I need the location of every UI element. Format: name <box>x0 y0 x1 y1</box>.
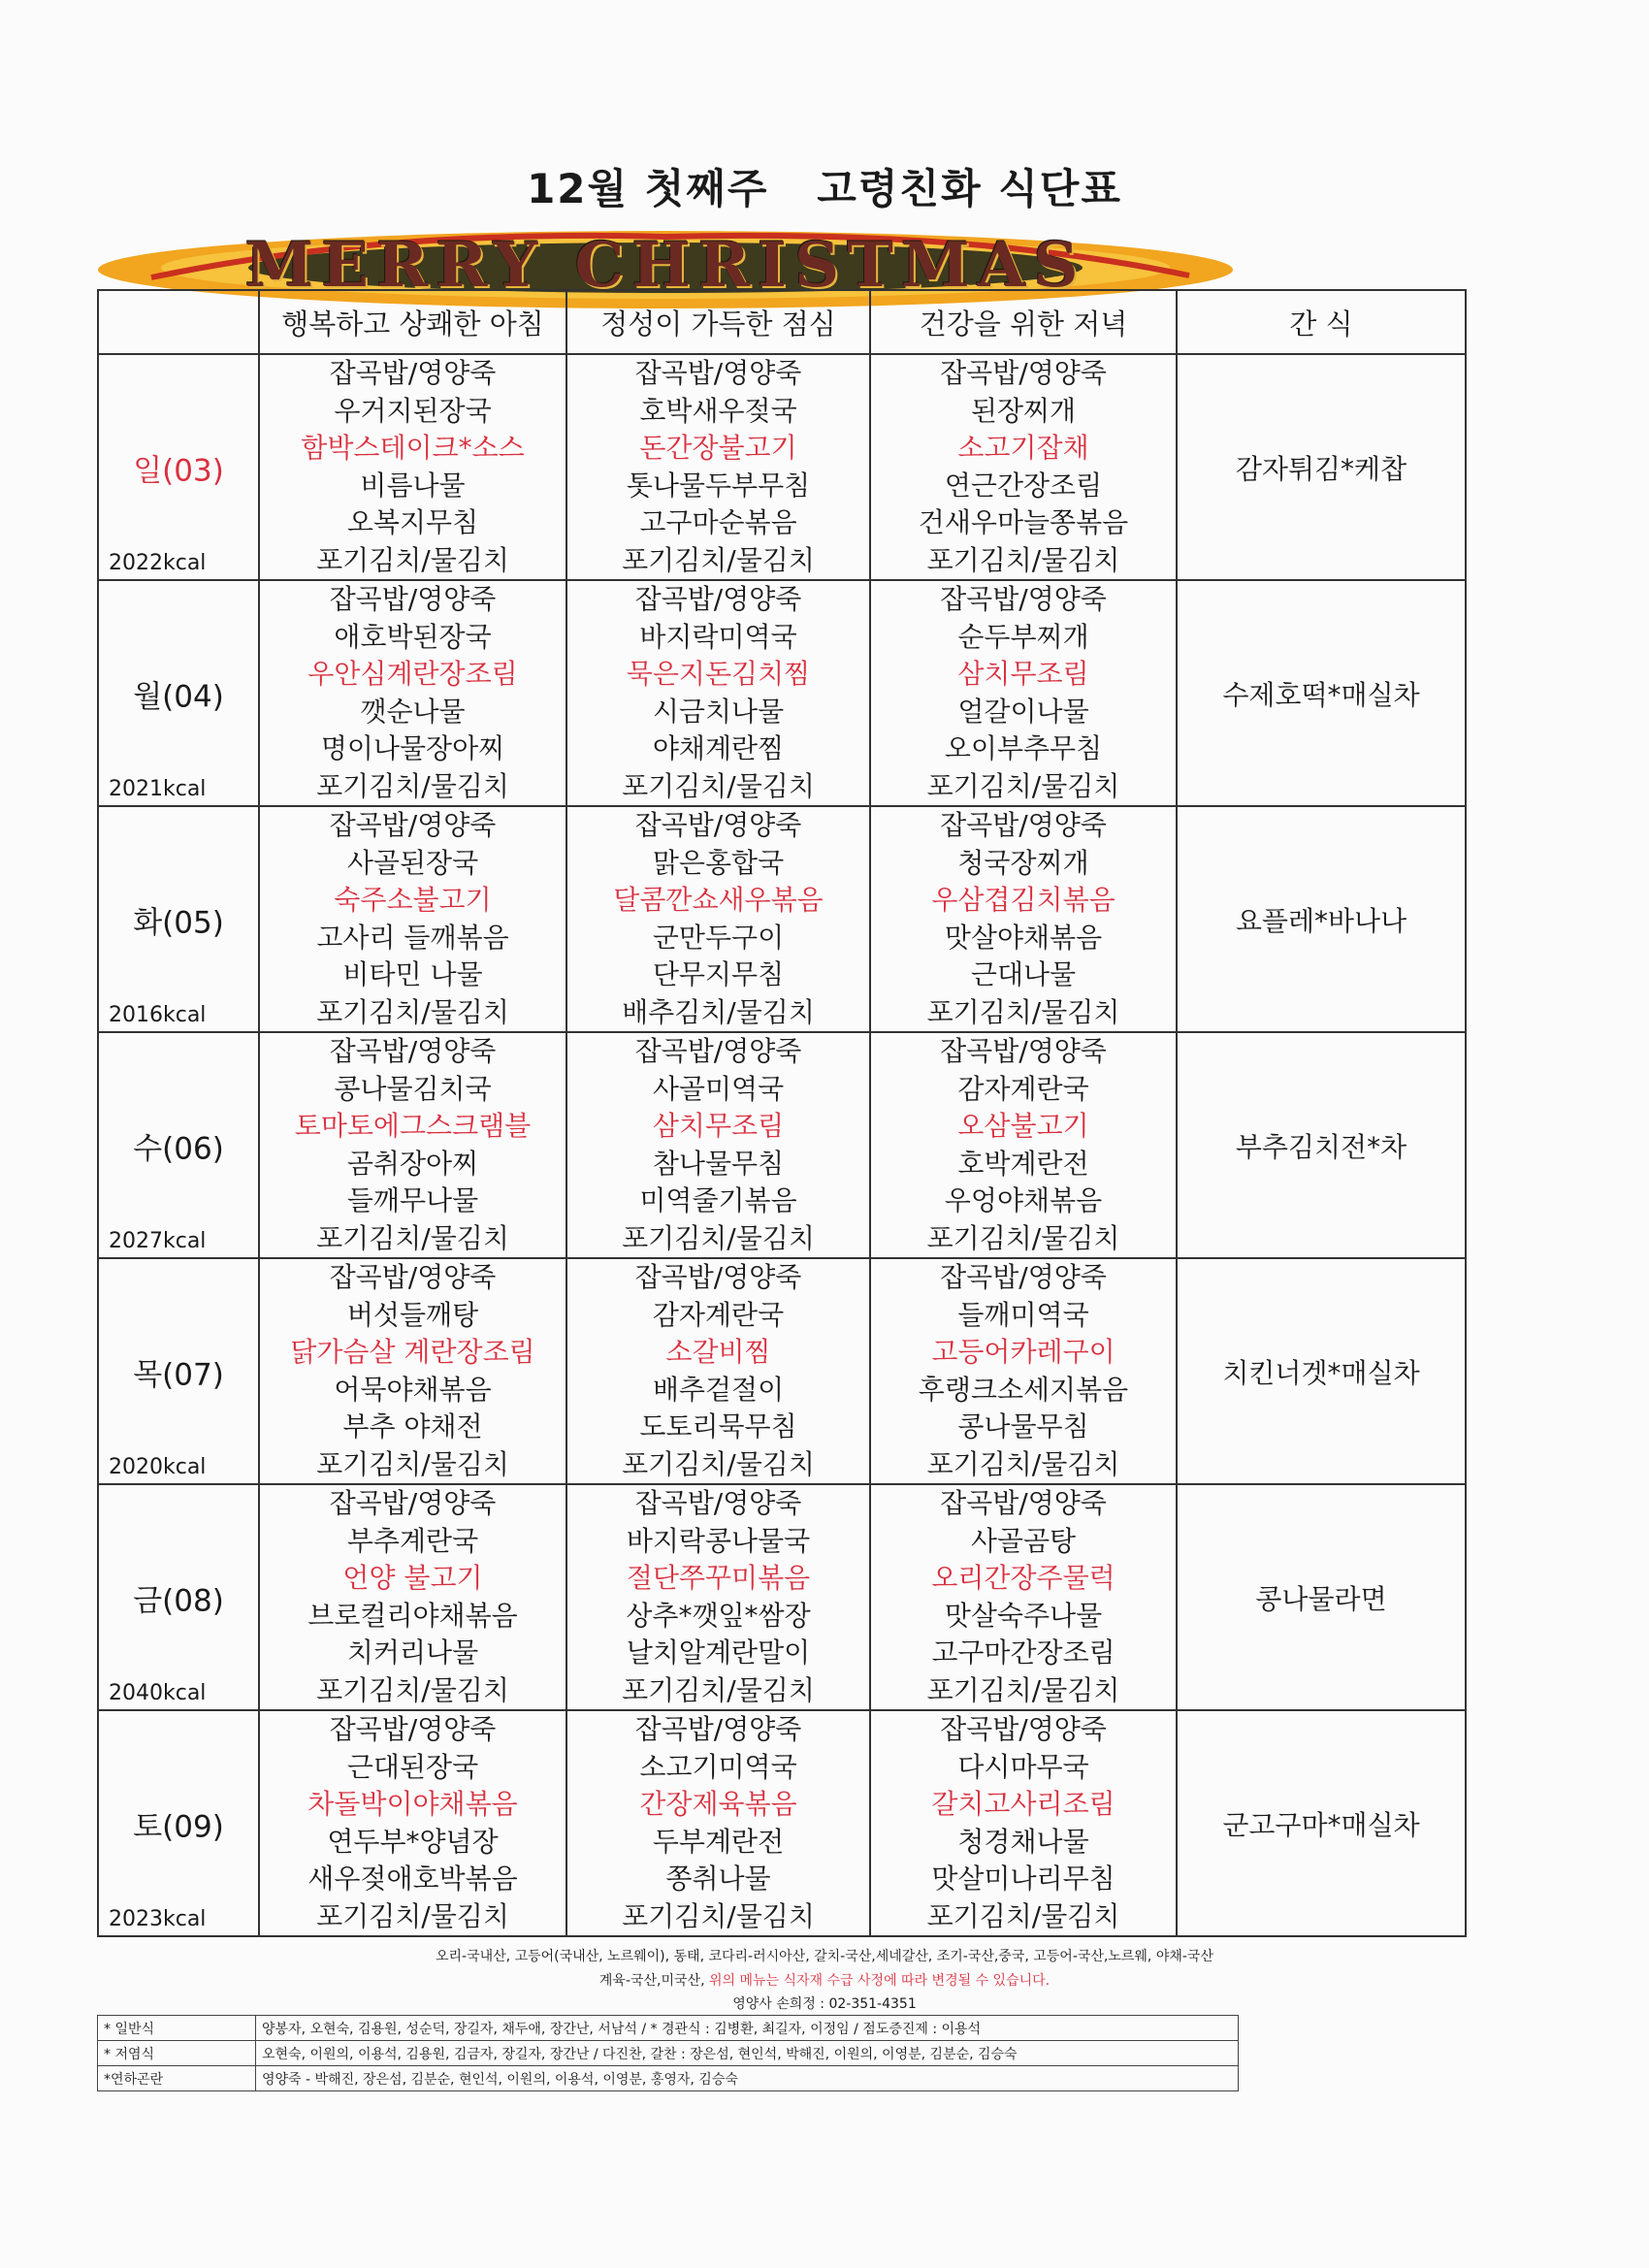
snack-cell: 콩나물라면 <box>1177 1484 1466 1710</box>
menu-item: 포기김치/물김치 <box>926 769 1120 802</box>
menu-item: 호박새우젖국 <box>639 394 797 427</box>
menu-item: 토마토에그스크램블 <box>294 1110 532 1142</box>
snack-cell: 요플레*바나나 <box>1177 806 1466 1032</box>
day-cell <box>98 354 259 580</box>
menu-item: 오리간장주물럭 <box>931 1562 1116 1594</box>
menu-item: 잡곡밥/영양죽 <box>329 357 497 389</box>
menu-item: 잡곡밥/영양죽 <box>634 583 802 615</box>
menu-item: 잡곡밥/영양죽 <box>329 583 497 615</box>
menu-item: 건새우마늘쫑볶음 <box>918 506 1129 538</box>
origin-line-1: 오리-국내산, 고등어(국내산, 노르웨이), 동태, 코다리-러시아산, 갈치-국산,세네갈산, 조기-국산,중국, 고등어-국산,노르웨, 야채-국산 <box>436 1949 1213 1964</box>
lunch-cell <box>566 354 870 580</box>
menu-item: 잡곡밥/영양죽 <box>940 1487 1107 1519</box>
staff-value: 오현숙, 이원의, 이용석, 김용원, 김금자, 장길자, 장간난 / 다진찬, 갈찬 : 장은섬, 현인석, 박해진, 이원의, 이영분, 김분순, 김승숙 <box>256 2041 1239 2066</box>
day-row <box>98 1258 1466 1484</box>
menu-item: 얼갈이나물 <box>957 695 1089 728</box>
menu-item: 청경채나물 <box>957 1825 1089 1858</box>
menu-item: 치커리나물 <box>346 1636 479 1669</box>
menu-item: 상추*깻잎*쌈장 <box>626 1599 811 1632</box>
menu-item: 날치알계란말이 <box>626 1636 811 1669</box>
day-row <box>98 806 1466 1032</box>
day-row <box>98 354 1466 580</box>
change-notice: 위의 메뉴는 식자재 수급 사정에 따라 변경될 수 있습니다. <box>708 1973 1051 1989</box>
staff-value: 양봉자, 오현숙, 김용원, 성순덕, 장길자, 채두애, 장간난, 서남석 / * 경관식 : 김병환, 최길자, 이정임 / 점도증진제 : 이용석 <box>256 2016 1239 2041</box>
menu-item: 삼치무조림 <box>652 1110 785 1142</box>
day-cell <box>98 1710 259 1936</box>
menu-item: 고사리 들깨볶음 <box>316 921 509 954</box>
kcal-label: 2016kcal <box>109 1003 207 1027</box>
lunch-cell <box>566 1710 870 1936</box>
snack-cell: 부추김치전*차 <box>1177 1032 1466 1258</box>
menu-item: 절단쭈꾸미볶음 <box>626 1562 811 1594</box>
day-row <box>98 1710 1466 1936</box>
snack-cell: 군고구마*매실차 <box>1177 1710 1466 1936</box>
menu-item: 단무지무침 <box>652 958 785 990</box>
menu-item: 호박계란전 <box>957 1147 1089 1180</box>
menu-item: 애호박된장국 <box>334 620 492 653</box>
menu-item: 오삼불고기 <box>957 1110 1089 1142</box>
day-name: 월(04) <box>133 679 224 714</box>
menu-item: 삼치무조림 <box>957 658 1089 690</box>
day-row <box>98 580 1466 806</box>
lunch-cell <box>566 806 870 1032</box>
menu-item: 부추 야채전 <box>342 1410 483 1442</box>
origin-line-2 <box>97 1970 1552 1990</box>
menu-item: 감자계란국 <box>652 1298 785 1331</box>
menu-item: 잡곡밥/영양죽 <box>634 1035 802 1067</box>
staff-table <box>97 2015 1239 2091</box>
day-name: 금(08) <box>133 1583 224 1618</box>
menu-item: 순두부찌개 <box>957 620 1089 653</box>
menu-item: 톳나물두부무침 <box>626 469 811 502</box>
menu-item: 우거지된장국 <box>334 394 492 427</box>
kcal-label: 2021kcal <box>109 777 207 801</box>
menu-item: 잡곡밥/영양죽 <box>329 1487 497 1519</box>
dietitian-contact: 영양사 손희정 : 02-351-4351 <box>732 1996 917 2012</box>
day-cell <box>98 806 259 1032</box>
menu-item: 포기김치/물김치 <box>926 543 1120 576</box>
day-name: 목(07) <box>133 1357 224 1392</box>
header-lunch: 정성이 가득한 점심 <box>566 290 870 354</box>
menu-item: 포기김치/물김치 <box>622 1221 815 1254</box>
menu-item: 연근간장조림 <box>944 469 1103 502</box>
menu-item: 잡곡밥/영양죽 <box>634 1713 802 1745</box>
header-corner <box>98 290 259 354</box>
menu-item: 깻순나물 <box>360 695 466 728</box>
lunch-cell <box>566 1258 870 1484</box>
menu-item: 어묵야채볶음 <box>334 1373 492 1406</box>
menu-item: 포기김치/물김치 <box>316 769 509 802</box>
menu-item: 포기김치/물김치 <box>926 1899 1120 1932</box>
menu-item: 소고기잡채 <box>957 432 1089 464</box>
menu-item: 사골곰탕 <box>970 1524 1077 1557</box>
menu-item: 맛살미나리무침 <box>931 1863 1116 1895</box>
staff-label: * 저염식 <box>98 2041 256 2066</box>
menu-item: 묵은지돈김치찜 <box>626 658 811 690</box>
menu-item: 포기김치/물김치 <box>622 1899 815 1932</box>
dinner-cell <box>870 1710 1177 1936</box>
menu-item: 닭가슴살 계란장조림 <box>290 1336 535 1368</box>
menu-item: 잡곡밥/영양죽 <box>329 809 497 841</box>
menu-item: 포기김치/물김치 <box>622 769 815 802</box>
menu-item: 맑은홍합국 <box>652 846 785 879</box>
menu-item: 감자계란국 <box>957 1072 1089 1105</box>
menu-item: 포기김치/물김치 <box>926 1221 1120 1254</box>
menu-item: 부추계란국 <box>346 1524 479 1557</box>
menu-item: 우엉야채볶음 <box>944 1184 1103 1216</box>
menu-item: 새우젖애호박볶음 <box>307 1863 518 1895</box>
banner-text: MERRY CHRISTMAS <box>244 229 1086 302</box>
header-dinner: 건강을 위한 저녁 <box>870 290 1177 354</box>
menu-item: 청국장찌개 <box>957 846 1089 879</box>
kcal-label: 2020kcal <box>109 1455 207 1479</box>
header-breakfast: 행복하고 상쾌한 아침 <box>259 290 566 354</box>
dinner-cell <box>870 1484 1177 1710</box>
dinner-cell <box>870 354 1177 580</box>
menu-item: 잡곡밥/영양죽 <box>634 1487 802 1519</box>
breakfast-cell <box>259 580 566 806</box>
menu-item: 달콤깐쇼새우볶음 <box>613 884 824 916</box>
menu-item: 근대된장국 <box>346 1750 479 1783</box>
lunch-cell <box>566 1032 870 1258</box>
header-row <box>98 290 1466 354</box>
breakfast-cell <box>259 806 566 1032</box>
menu-item: 콩나물무침 <box>957 1410 1089 1442</box>
kcal-label: 2040kcal <box>109 1681 207 1705</box>
menu-item: 콩나물김치국 <box>334 1072 492 1105</box>
menu-item: 잡곡밥/영양죽 <box>329 1261 497 1293</box>
staff-label: * 일반식 <box>98 2016 256 2041</box>
menu-item: 소갈비찜 <box>665 1336 771 1368</box>
menu-item: 포기김치/물김치 <box>316 1673 509 1706</box>
menu-item: 연두부*양념장 <box>327 1825 499 1858</box>
day-cell <box>98 580 259 806</box>
menu-item: 포기김치/물김치 <box>622 543 815 576</box>
menu-item: 바지락미역국 <box>639 620 797 653</box>
menu-item: 버섯들깨탕 <box>346 1298 479 1331</box>
menu-item: 함박스테이크*소스 <box>301 432 525 464</box>
menu-item: 비타민 나물 <box>342 958 483 990</box>
snack-cell: 치킨너겟*매실차 <box>1177 1258 1466 1484</box>
menu-item: 포기김치/물김치 <box>316 1899 509 1932</box>
menu-item: 포기김치/물김치 <box>926 1447 1120 1480</box>
menu-item: 두부계란전 <box>652 1825 785 1858</box>
menu-item: 고등어카레구이 <box>931 1336 1116 1368</box>
menu-item: 언양 불고기 <box>342 1562 483 1594</box>
menu-item: 사골미역국 <box>652 1072 785 1105</box>
breakfast-cell <box>259 1484 566 1710</box>
menu-item: 참나물무침 <box>652 1147 785 1180</box>
menu-item: 잡곡밥/영양죽 <box>940 357 1107 389</box>
menu-item: 포기김치/물김치 <box>316 1447 509 1480</box>
menu-item: 맛살숙주나물 <box>944 1599 1103 1632</box>
menu-item: 잡곡밥/영양죽 <box>940 1035 1107 1067</box>
menu-item: 들깨미역국 <box>957 1298 1089 1331</box>
staff-value: 영양죽 - 박해진, 장은섬, 김분순, 현인석, 이원의, 이용석, 이영분, 홍영자, 김승숙 <box>256 2066 1239 2091</box>
breakfast-cell <box>259 1032 566 1258</box>
menu-item: 배추겉절이 <box>652 1373 785 1406</box>
menu-item: 바지락콩나물국 <box>626 1524 811 1557</box>
menu-item: 소고기미역국 <box>639 1750 797 1783</box>
breakfast-cell <box>259 1710 566 1936</box>
day-row <box>98 1484 1466 1710</box>
day-cell <box>98 1258 259 1484</box>
kcal-label: 2027kcal <box>109 1229 207 1253</box>
menu-item: 근대나물 <box>970 958 1077 990</box>
page-title: 12월 첫째주 고령친화 식단표 <box>527 165 1122 212</box>
staff-row <box>98 2016 1239 2041</box>
dinner-cell <box>870 1258 1177 1484</box>
menu-item: 포기김치/물김치 <box>926 995 1120 1028</box>
menu-item: 포기김치/물김치 <box>622 1673 815 1706</box>
menu-item: 우안심계란장조림 <box>307 658 518 690</box>
menu-item: 포기김치/물김치 <box>316 995 509 1028</box>
menu-item: 야채계란찜 <box>652 732 785 764</box>
staff-label: *연하곤란 <box>98 2066 256 2091</box>
menu-item: 잡곡밥/영양죽 <box>329 1035 497 1067</box>
dinner-cell <box>870 580 1177 806</box>
menu-item: 우삼겹김치볶음 <box>931 884 1116 916</box>
menu-item: 비름나물 <box>360 469 466 502</box>
menu-item: 포기김치/물김치 <box>316 543 509 576</box>
dinner-cell <box>870 806 1177 1032</box>
menu-item: 잡곡밥/영양죽 <box>940 1713 1107 1745</box>
menu-item: 사골된장국 <box>346 846 479 879</box>
menu-item: 쫑취나물 <box>665 1863 771 1895</box>
menu-item: 명이나물장아찌 <box>320 732 505 764</box>
menu-item: 잡곡밥/영양죽 <box>940 809 1107 841</box>
menu-item: 숙주소불고기 <box>334 884 492 916</box>
menu-item: 배추김치/물김치 <box>622 995 815 1028</box>
menu-item: 갈치고사리조림 <box>931 1788 1116 1820</box>
day-name: 토(09) <box>133 1809 224 1844</box>
menu-item: 고구마순볶음 <box>639 506 797 538</box>
menu-item: 브로컬리야채볶음 <box>307 1599 518 1632</box>
menu-item: 미역줄기볶음 <box>639 1184 797 1216</box>
menu-item: 다시마무국 <box>957 1750 1089 1783</box>
menu-item: 돈간장불고기 <box>639 432 797 464</box>
day-name: 화(05) <box>133 905 224 940</box>
kcal-label: 2023kcal <box>109 1907 207 1931</box>
origin-line-2-prefix: 계육-국산,미국산, <box>598 1973 709 1989</box>
menu-item: 잡곡밥/영양죽 <box>634 357 802 389</box>
day-cell <box>98 1032 259 1258</box>
staff-row <box>98 2066 1239 2091</box>
menu-item: 후랭크소세지볶음 <box>918 1373 1129 1406</box>
day-row <box>98 1032 1466 1258</box>
menu-item: 고구마간장조림 <box>931 1636 1116 1669</box>
breakfast-cell <box>259 354 566 580</box>
menu-item: 간장제육볶음 <box>639 1788 797 1820</box>
dinner-cell <box>870 1032 1177 1258</box>
menu-item: 시금치나물 <box>652 695 785 728</box>
menu-item: 잡곡밥/영양죽 <box>634 809 802 841</box>
breakfast-cell <box>259 1258 566 1484</box>
menu-item: 도토리묵무침 <box>639 1410 797 1442</box>
menu-item: 잡곡밥/영양죽 <box>940 1261 1107 1293</box>
menu-item: 오이부추무침 <box>944 732 1103 764</box>
day-name: 수(06) <box>133 1131 224 1166</box>
lunch-cell <box>566 1484 870 1710</box>
menu-table <box>97 289 1467 1937</box>
lunch-cell <box>566 580 870 806</box>
menu-item: 차돌박이야채볶음 <box>307 1788 518 1820</box>
menu-item: 잡곡밥/영양죽 <box>940 583 1107 615</box>
snack-cell: 수제호떡*매실차 <box>1177 580 1466 806</box>
menu-item: 된장찌개 <box>970 394 1077 427</box>
staff-row <box>98 2041 1239 2066</box>
menu-item: 맛살야채볶음 <box>944 921 1103 954</box>
menu-item: 들깨무나물 <box>346 1184 479 1216</box>
menu-item: 군만두구이 <box>652 921 785 954</box>
menu-item: 오복지무침 <box>346 506 479 538</box>
header-snack: 간 식 <box>1177 290 1466 354</box>
menu-item: 잡곡밥/영양죽 <box>329 1713 497 1745</box>
kcal-label: 2022kcal <box>109 551 207 575</box>
menu-item: 잡곡밥/영양죽 <box>634 1261 802 1293</box>
day-name: 일(03) <box>133 453 224 488</box>
snack-cell: 감자튀김*케찹 <box>1177 354 1466 580</box>
menu-item: 포기김치/물김치 <box>316 1221 509 1254</box>
menu-item: 곰취장아찌 <box>346 1147 479 1180</box>
menu-item: 포기김치/물김치 <box>926 1673 1120 1706</box>
menu-item: 포기김치/물김치 <box>622 1447 815 1480</box>
day-cell <box>98 1484 259 1710</box>
